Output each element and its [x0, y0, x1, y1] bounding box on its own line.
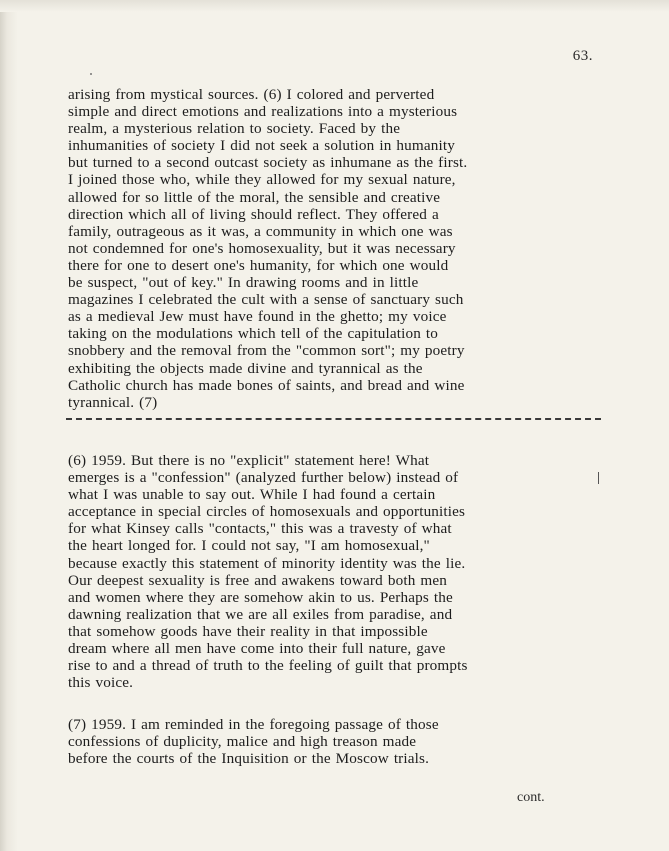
page-binding-shadow — [0, 0, 18, 851]
dashed-divider — [66, 418, 601, 420]
continued-label: cont. — [517, 790, 545, 805]
page-top-edge — [0, 0, 669, 12]
footnote-6: (6) 1959. But there is no "explicit" statement here! What emerges is a "confession" (analyzed further below) instead of what I was unable to say out. While I had found a certain acceptance in special circles of homosexuals and opportunities for what Kinsey calls "contacts," this was a travesty of what the heart longed for. I could not say, "I am homosexual," because exactly this statement of minority identity was the lie. Our deepest sexuality is free and awakens toward both men and women where they are somehow akin to us. Perhaps the dawning realization that we are all exiles from paradise, and that somehow goods have their reality in that impossible dream where all men have come into their full nature, gave rise to and a thread of truth to the feeling of guilt that prompts this voice. — [68, 452, 468, 692]
page-number: 63. — [572, 48, 593, 64]
body-paragraph: arising from mystical sources. (6) I colored and perverted simple and direct emotions and realizations into a mysterious realm, a mysterious relation to society. Faced by the inhumanities of society I did not seek a solution in humanity but turned to a second outcast society as inhumane as the first. I joined those who, while they allowed for my sexual nature, allowed for so little of the moral, the sensible and creative direction which all of living should reflect. They offered a family, outrageous as it was, a community in which one was not condemned for one's homosexuality, but it was necessary there for one to desert one's humanity, for which one would be suspect, "out of key." In drawing rooms and in little magazines I celebrated the cult with a sense of sanctuary such as a medieval Jew must have found in the ghetto; my voice taking on the modulations which tell of the capitulation to snobbery and the removal from the "common sort"; my poetry exhibiting the objects made divine and tyrannical as the Catholic church has made bones of saints, and bread and wine tyrannical. (7) — [68, 86, 468, 411]
margin-mark — [598, 472, 599, 484]
ink-speck — [90, 73, 92, 75]
footnote-7: (7) 1959. I am reminded in the foregoing passage of those confessions of duplicity, malice and high treason made before the courts of the Inquisition or the Moscow trials. — [68, 716, 439, 768]
